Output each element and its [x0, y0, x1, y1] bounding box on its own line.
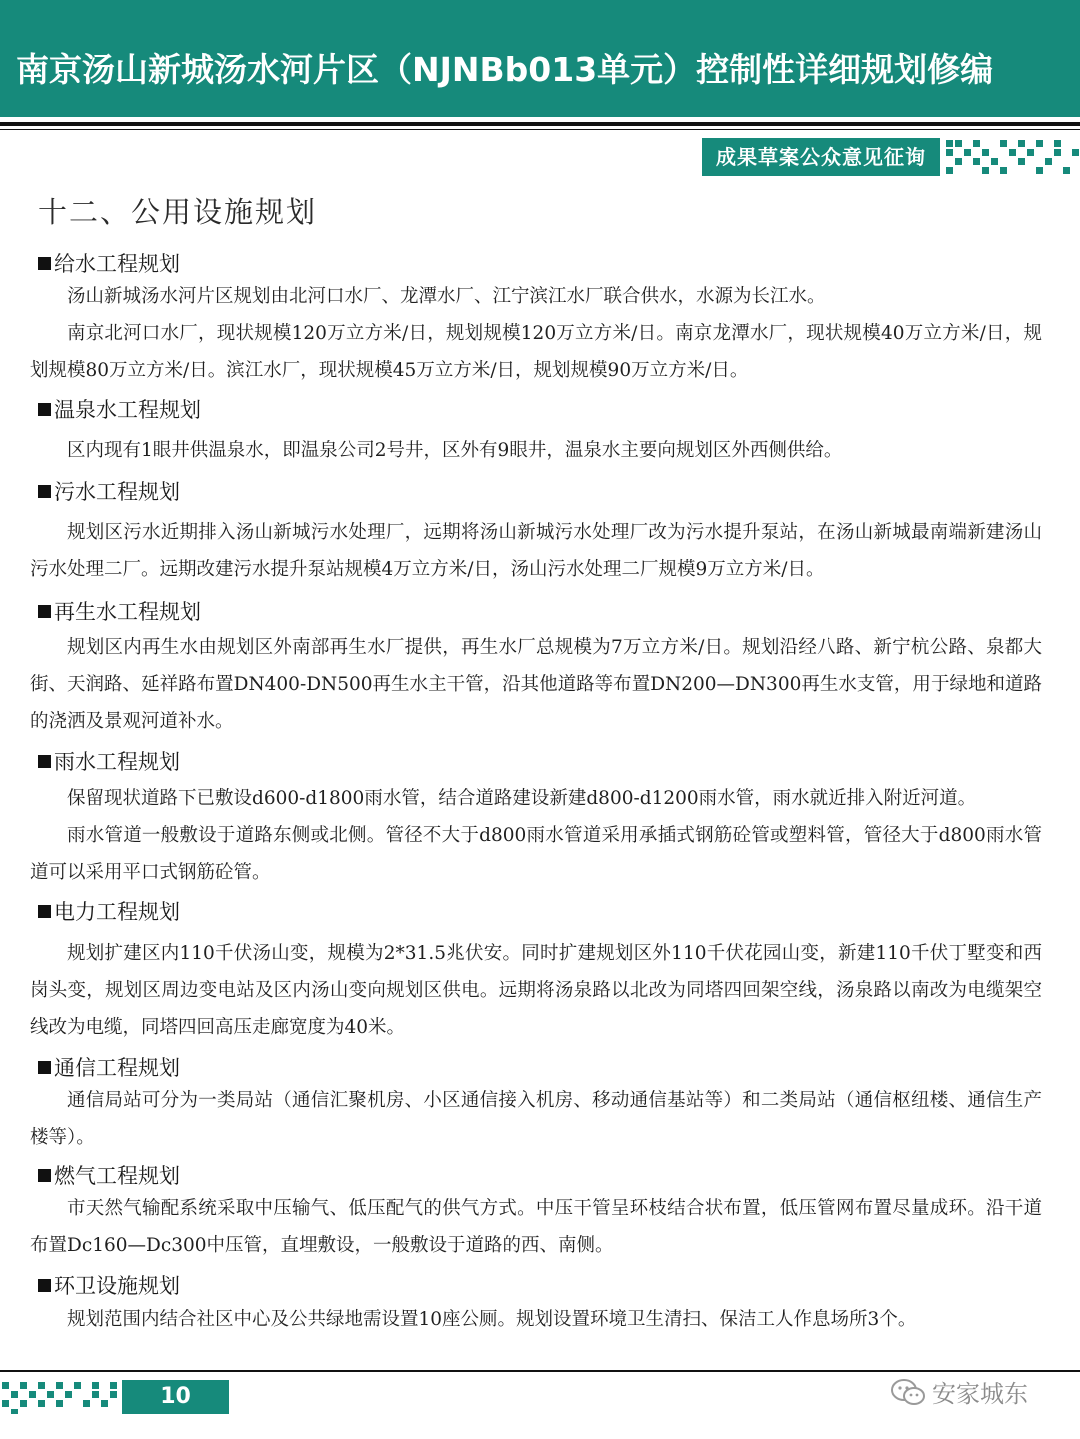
header-rule-thick [0, 122, 1080, 126]
heading-electric-power: 电力工程规划 [38, 896, 180, 926]
heading-rainwater: 雨水工程规划 [38, 746, 180, 776]
bullet-square-icon [38, 755, 51, 768]
heading-hot-spring-water: 温泉水工程规划 [38, 394, 201, 424]
footer-pixel-pattern [0, 1378, 122, 1416]
bullet-square-icon [38, 485, 51, 498]
page-number: 10 [122, 1380, 229, 1414]
stage-badge: 成果草案公众意见征询 [702, 138, 940, 176]
paragraph: 区内现有1眼井供温泉水，即温泉公司2号井，区外有9眼井，温泉水主要向规划区外西侧供给。 [67, 440, 843, 461]
paragraph: 保留现状道路下已敷设d600-d1800雨水管，结合道路建设新建d800-d1200雨水管，雨水就近排入附近河道。 [67, 788, 977, 809]
paragraph: 规划扩建区内110千伏汤山变，规模为2*31.5兆伏安。同时扩建规划区外110千伏花园山变，新建110千伏丁墅变和西岗头变，规划区周边变电站及区内汤山变向规划区供电。远期将汤泉路以北改为同塔四回架空线，汤泉路以南改为电缆架空线改为电缆，同塔四回高压走廊宽度为40米。 [30, 943, 1042, 1038]
bullet-square-icon [38, 1061, 51, 1074]
pixel-pattern-decoration [944, 138, 1080, 176]
header-bar [0, 0, 1080, 117]
paragraph: 雨水管道一般敷设于道路东侧或北侧。管径不大于d800雨水管道采用承插式钢筋砼管或塑料管，管径大于d800雨水管道可以采用平口式钢筋砼管。 [30, 825, 1042, 883]
paragraph: 汤山新城汤水河片区规划由北河口水厂、龙潭水厂、江宁滨江水厂联合供水，水源为长江水。 [67, 286, 826, 307]
heading-telecom: 通信工程规划 [38, 1052, 180, 1082]
paragraph: 南京北河口水厂，现状规模120万立方米/日，规划规模120万立方米/日。南京龙潭水厂，现状规模40万立方米/日，规划规模80万立方米/日。滨江水厂，现状规模45万立方米/日，规划规模90万立方米/日。 [30, 323, 1042, 381]
paragraph: 市天然气输配系统采取中压输气、低压配气的供气方式。中压干管呈环枝结合状布置，低压管网布置尽量成环。沿干道布置Dc160—Dc300中压管，直埋敷设，一般敷设于道路的西、南侧。 [30, 1198, 1042, 1256]
section-title: 十二、公用设施规划 [38, 195, 318, 229]
heading-sewage: 污水工程规划 [38, 476, 180, 506]
bullet-square-icon [38, 605, 51, 618]
bullet-square-icon [38, 403, 51, 416]
heading-water-supply: 给水工程规划 [38, 248, 180, 278]
wechat-icon [890, 1377, 926, 1413]
paragraph: 规划区污水近期排入汤山新城污水处理厂，远期将汤山新城污水处理厂改为污水提升泵站，在汤山新城最南端新建汤山污水处理二厂。远期改建污水提升泵站规模4万立方米/日，汤山污水处理二厂规模9万立方米/日。 [30, 522, 1042, 580]
bullet-square-icon [38, 1169, 51, 1182]
heading-gas: 燃气工程规划 [38, 1160, 180, 1190]
watermark-text: 安家城东 [932, 1380, 1028, 1408]
bullet-square-icon [38, 1279, 51, 1292]
document-title: 南京汤山新城汤水河片区（NJNBb013单元）控制性详细规划修编 [16, 50, 994, 89]
heading-reclaimed-water: 再生水工程规划 [38, 596, 201, 626]
paragraph: 规划区内再生水由规划区外南部再生水厂提供，再生水厂总规模为7万立方米/日。规划沿经八路、新宁杭公路、泉都大街、天润路、延祥路布置DN400-DN500再生水主干管，沿其他道路等布置DN200—DN300再生水支管，用于绿地和道路的浇洒及景观河道补水。 [30, 637, 1042, 732]
header-rule-thin [0, 129, 1080, 130]
bullet-square-icon [38, 905, 51, 918]
watermark [890, 1374, 1028, 1413]
paragraph: 规划范围内结合社区中心及公共绿地需设置10座公厕。规划设置环境卫生清扫、保洁工人作息场所3个。 [67, 1309, 917, 1330]
paragraph: 通信局站可分为一类局站（通信汇聚机房、小区通信接入机房、移动通信基站等）和二类局站（通信枢纽楼、通信生产楼等）。 [30, 1090, 1042, 1148]
bullet-square-icon [38, 257, 51, 270]
footer-rule [0, 1370, 1080, 1372]
heading-sanitation: 环卫设施规划 [38, 1270, 180, 1300]
